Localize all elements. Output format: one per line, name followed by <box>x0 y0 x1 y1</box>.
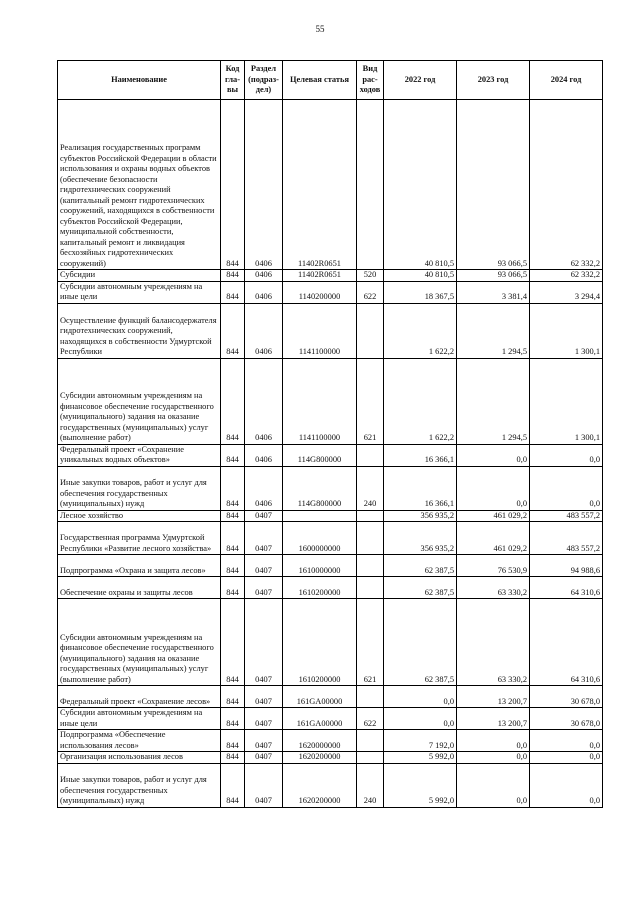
table-row <box>58 577 603 599</box>
cell-2024: 0,0 <box>530 444 603 466</box>
cell-2023: 3 381,4 <box>457 281 530 303</box>
cell-code: 844 <box>221 599 245 686</box>
cell-target: 1141100000 <box>283 303 357 358</box>
cell-2023: 0,0 <box>457 444 530 466</box>
cell-name: Государственная программа Удмуртской Республики «Развитие лесного хозяйства» <box>58 522 221 555</box>
cell-target: 1140200000 <box>283 281 357 303</box>
cell-section: 0406 <box>245 281 283 303</box>
cell-name: Федеральный проект «Сохранение лесов» <box>58 686 221 708</box>
header-2024: 2024 год <box>530 61 603 100</box>
cell-2022: 62 387,5 <box>384 577 457 599</box>
cell-section: 0407 <box>245 730 283 752</box>
cell-2024: 94 988,6 <box>530 555 603 577</box>
table-row <box>58 686 603 708</box>
cell-2024: 3 294,4 <box>530 281 603 303</box>
cell-2024: 64 310,6 <box>530 577 603 599</box>
cell-name: Субсидии автономным учреждениям на иные цели <box>58 281 221 303</box>
cell-target <box>283 510 357 522</box>
cell-2023: 76 530,9 <box>457 555 530 577</box>
cell-name: Лесное хозяйство <box>58 510 221 522</box>
cell-code: 844 <box>221 577 245 599</box>
table-row <box>58 730 603 752</box>
cell-type <box>357 686 384 708</box>
cell-target: 1141100000 <box>283 358 357 444</box>
cell-2023: 13 200,7 <box>457 686 530 708</box>
cell-2023: 461 029,2 <box>457 510 530 522</box>
cell-target: 1620200000 <box>283 752 357 764</box>
cell-section: 0407 <box>245 686 283 708</box>
cell-2022: 356 935,2 <box>384 522 457 555</box>
cell-name: Подпрограмма «Обеспечение использования лесов» <box>58 730 221 752</box>
cell-section: 0407 <box>245 752 283 764</box>
cell-target: 1610200000 <box>283 599 357 686</box>
cell-section: 0406 <box>245 270 283 282</box>
cell-name: Иные закупки товаров, работ и услуг для обеспечения государственных (муниципальных) нужд <box>58 466 221 510</box>
cell-code: 844 <box>221 686 245 708</box>
table-row <box>58 510 603 522</box>
cell-code: 844 <box>221 270 245 282</box>
cell-type <box>357 100 384 270</box>
cell-2023: 0,0 <box>457 466 530 510</box>
table-row <box>58 358 603 444</box>
cell-target: 1620000000 <box>283 730 357 752</box>
table-row <box>58 466 603 510</box>
cell-section: 0406 <box>245 303 283 358</box>
cell-name: Иные закупки товаров, работ и услуг для обеспечения государственных (муниципальных) нужд <box>58 763 221 807</box>
cell-name: Субсидии автономным учреждениям на финансовое обеспечение государственного (муниципального) задания на оказание государственных (муниципальных) услуг (выполнение работ) <box>58 599 221 686</box>
header-name: Наименование <box>58 61 221 100</box>
cell-2022: 356 935,2 <box>384 510 457 522</box>
cell-section: 0407 <box>245 522 283 555</box>
table-row <box>58 763 603 807</box>
cell-2023: 1 294,5 <box>457 358 530 444</box>
cell-2023: 461 029,2 <box>457 522 530 555</box>
cell-2023: 63 330,2 <box>457 599 530 686</box>
cell-type: 240 <box>357 763 384 807</box>
cell-name: Обеспечение охраны и защиты лесов <box>58 577 221 599</box>
cell-name: Субсидии <box>58 270 221 282</box>
cell-section: 0406 <box>245 358 283 444</box>
cell-type <box>357 577 384 599</box>
header-2022: 2022 год <box>384 61 457 100</box>
cell-code: 844 <box>221 708 245 730</box>
cell-code: 844 <box>221 281 245 303</box>
cell-2024: 1 300,1 <box>530 303 603 358</box>
cell-type: 240 <box>357 466 384 510</box>
cell-target: 161GA00000 <box>283 708 357 730</box>
cell-target: 1610000000 <box>283 555 357 577</box>
cell-2023: 13 200,7 <box>457 708 530 730</box>
cell-name: Реализация государственных программ субъектов Российской Федерации в области использования и охраны водных объектов (обеспечение безопасности гидротехнических сооружений (капитальный ремонт гидротехнических сооружений, находящихся в собственности субъектов Российской Федерации, муниципальной собственности, капитальный ремонт и ликвидация бесхозяйных гидротехнических сооружений) <box>58 100 221 270</box>
cell-2024: 483 557,2 <box>530 510 603 522</box>
table-row <box>58 100 603 270</box>
cell-type <box>357 752 384 764</box>
cell-name: Федеральный проект «Сохранение уникальных водных объектов» <box>58 444 221 466</box>
table-row <box>58 708 603 730</box>
cell-section: 0407 <box>245 555 283 577</box>
cell-type <box>357 555 384 577</box>
cell-name: Подпрограмма «Охрана и защита лесов» <box>58 555 221 577</box>
cell-2022: 40 810,5 <box>384 100 457 270</box>
table-body <box>58 100 603 808</box>
cell-type: 622 <box>357 281 384 303</box>
cell-2024: 64 310,6 <box>530 599 603 686</box>
cell-2022: 0,0 <box>384 686 457 708</box>
cell-target: 161GA00000 <box>283 686 357 708</box>
cell-section: 0407 <box>245 708 283 730</box>
cell-2023: 63 330,2 <box>457 577 530 599</box>
cell-2022: 62 387,5 <box>384 555 457 577</box>
cell-2024: 62 332,2 <box>530 100 603 270</box>
cell-2024: 0,0 <box>530 763 603 807</box>
cell-2024: 30 678,0 <box>530 686 603 708</box>
cell-2023: 0,0 <box>457 730 530 752</box>
cell-target: 1610200000 <box>283 577 357 599</box>
cell-2023: 93 066,5 <box>457 100 530 270</box>
table-row <box>58 752 603 764</box>
cell-code: 844 <box>221 763 245 807</box>
cell-2022: 7 192,0 <box>384 730 457 752</box>
table-row <box>58 303 603 358</box>
cell-target: 11402R0651 <box>283 270 357 282</box>
cell-section: 0406 <box>245 444 283 466</box>
cell-target: 1620200000 <box>283 763 357 807</box>
cell-2022: 5 992,0 <box>384 752 457 764</box>
budget-table <box>57 60 603 808</box>
cell-code: 844 <box>221 303 245 358</box>
cell-code: 844 <box>221 510 245 522</box>
cell-2022: 16 366,1 <box>384 444 457 466</box>
cell-2022: 1 622,2 <box>384 303 457 358</box>
cell-2022: 40 810,5 <box>384 270 457 282</box>
cell-2022: 16 366,1 <box>384 466 457 510</box>
cell-code: 844 <box>221 466 245 510</box>
cell-target: 114G800000 <box>283 466 357 510</box>
cell-2024: 30 678,0 <box>530 708 603 730</box>
header-2023: 2023 год <box>457 61 530 100</box>
header-type: Вид рас-ходов <box>357 61 384 100</box>
cell-2022: 62 387,5 <box>384 599 457 686</box>
cell-section: 0407 <box>245 763 283 807</box>
cell-type: 621 <box>357 358 384 444</box>
cell-2024: 0,0 <box>530 466 603 510</box>
cell-name: Осуществление функций балансодержателя гидротехнических сооружений, находящихся в собственности Удмуртской Республики <box>58 303 221 358</box>
cell-type <box>357 510 384 522</box>
cell-2024: 0,0 <box>530 730 603 752</box>
cell-code: 844 <box>221 522 245 555</box>
cell-2022: 5 992,0 <box>384 763 457 807</box>
cell-2022: 18 367,5 <box>384 281 457 303</box>
cell-type <box>357 522 384 555</box>
header-code: Код гла-вы <box>221 61 245 100</box>
cell-2023: 93 066,5 <box>457 270 530 282</box>
cell-target: 1600000000 <box>283 522 357 555</box>
cell-code: 844 <box>221 358 245 444</box>
cell-target: 114G800000 <box>283 444 357 466</box>
cell-section: 0406 <box>245 466 283 510</box>
cell-type <box>357 303 384 358</box>
cell-section: 0407 <box>245 510 283 522</box>
cell-code: 844 <box>221 752 245 764</box>
cell-section: 0407 <box>245 599 283 686</box>
cell-2024: 1 300,1 <box>530 358 603 444</box>
table-row <box>58 444 603 466</box>
cell-2023: 0,0 <box>457 763 530 807</box>
cell-code: 844 <box>221 555 245 577</box>
cell-section: 0407 <box>245 577 283 599</box>
cell-type: 621 <box>357 599 384 686</box>
cell-code: 844 <box>221 730 245 752</box>
page-number: 55 <box>315 24 325 34</box>
cell-type: 622 <box>357 708 384 730</box>
cell-2022: 0,0 <box>384 708 457 730</box>
cell-type <box>357 444 384 466</box>
header-target: Целевая статья <box>283 61 357 100</box>
cell-2022: 1 622,2 <box>384 358 457 444</box>
header-row <box>58 61 603 100</box>
cell-code: 844 <box>221 100 245 270</box>
cell-name: Субсидии автономным учреждениям на иные цели <box>58 708 221 730</box>
cell-2023: 0,0 <box>457 752 530 764</box>
cell-name: Субсидии автономным учреждениям на финансовое обеспечение государственного (муниципального) задания на оказание государственных (муниципальных) услуг (выполнение работ) <box>58 358 221 444</box>
cell-type: 520 <box>357 270 384 282</box>
table-header <box>58 61 603 100</box>
cell-code: 844 <box>221 444 245 466</box>
table-row <box>58 522 603 555</box>
cell-section: 0406 <box>245 100 283 270</box>
cell-2024: 0,0 <box>530 752 603 764</box>
cell-2024: 483 557,2 <box>530 522 603 555</box>
cell-name: Организация использования лесов <box>58 752 221 764</box>
cell-2023: 1 294,5 <box>457 303 530 358</box>
table-row <box>58 555 603 577</box>
table-row <box>58 281 603 303</box>
cell-target: 11402R0651 <box>283 100 357 270</box>
table-row <box>58 599 603 686</box>
cell-2024: 62 332,2 <box>530 270 603 282</box>
header-section: Раздел (подраз-дел) <box>245 61 283 100</box>
cell-type <box>357 730 384 752</box>
table-row <box>58 270 603 282</box>
